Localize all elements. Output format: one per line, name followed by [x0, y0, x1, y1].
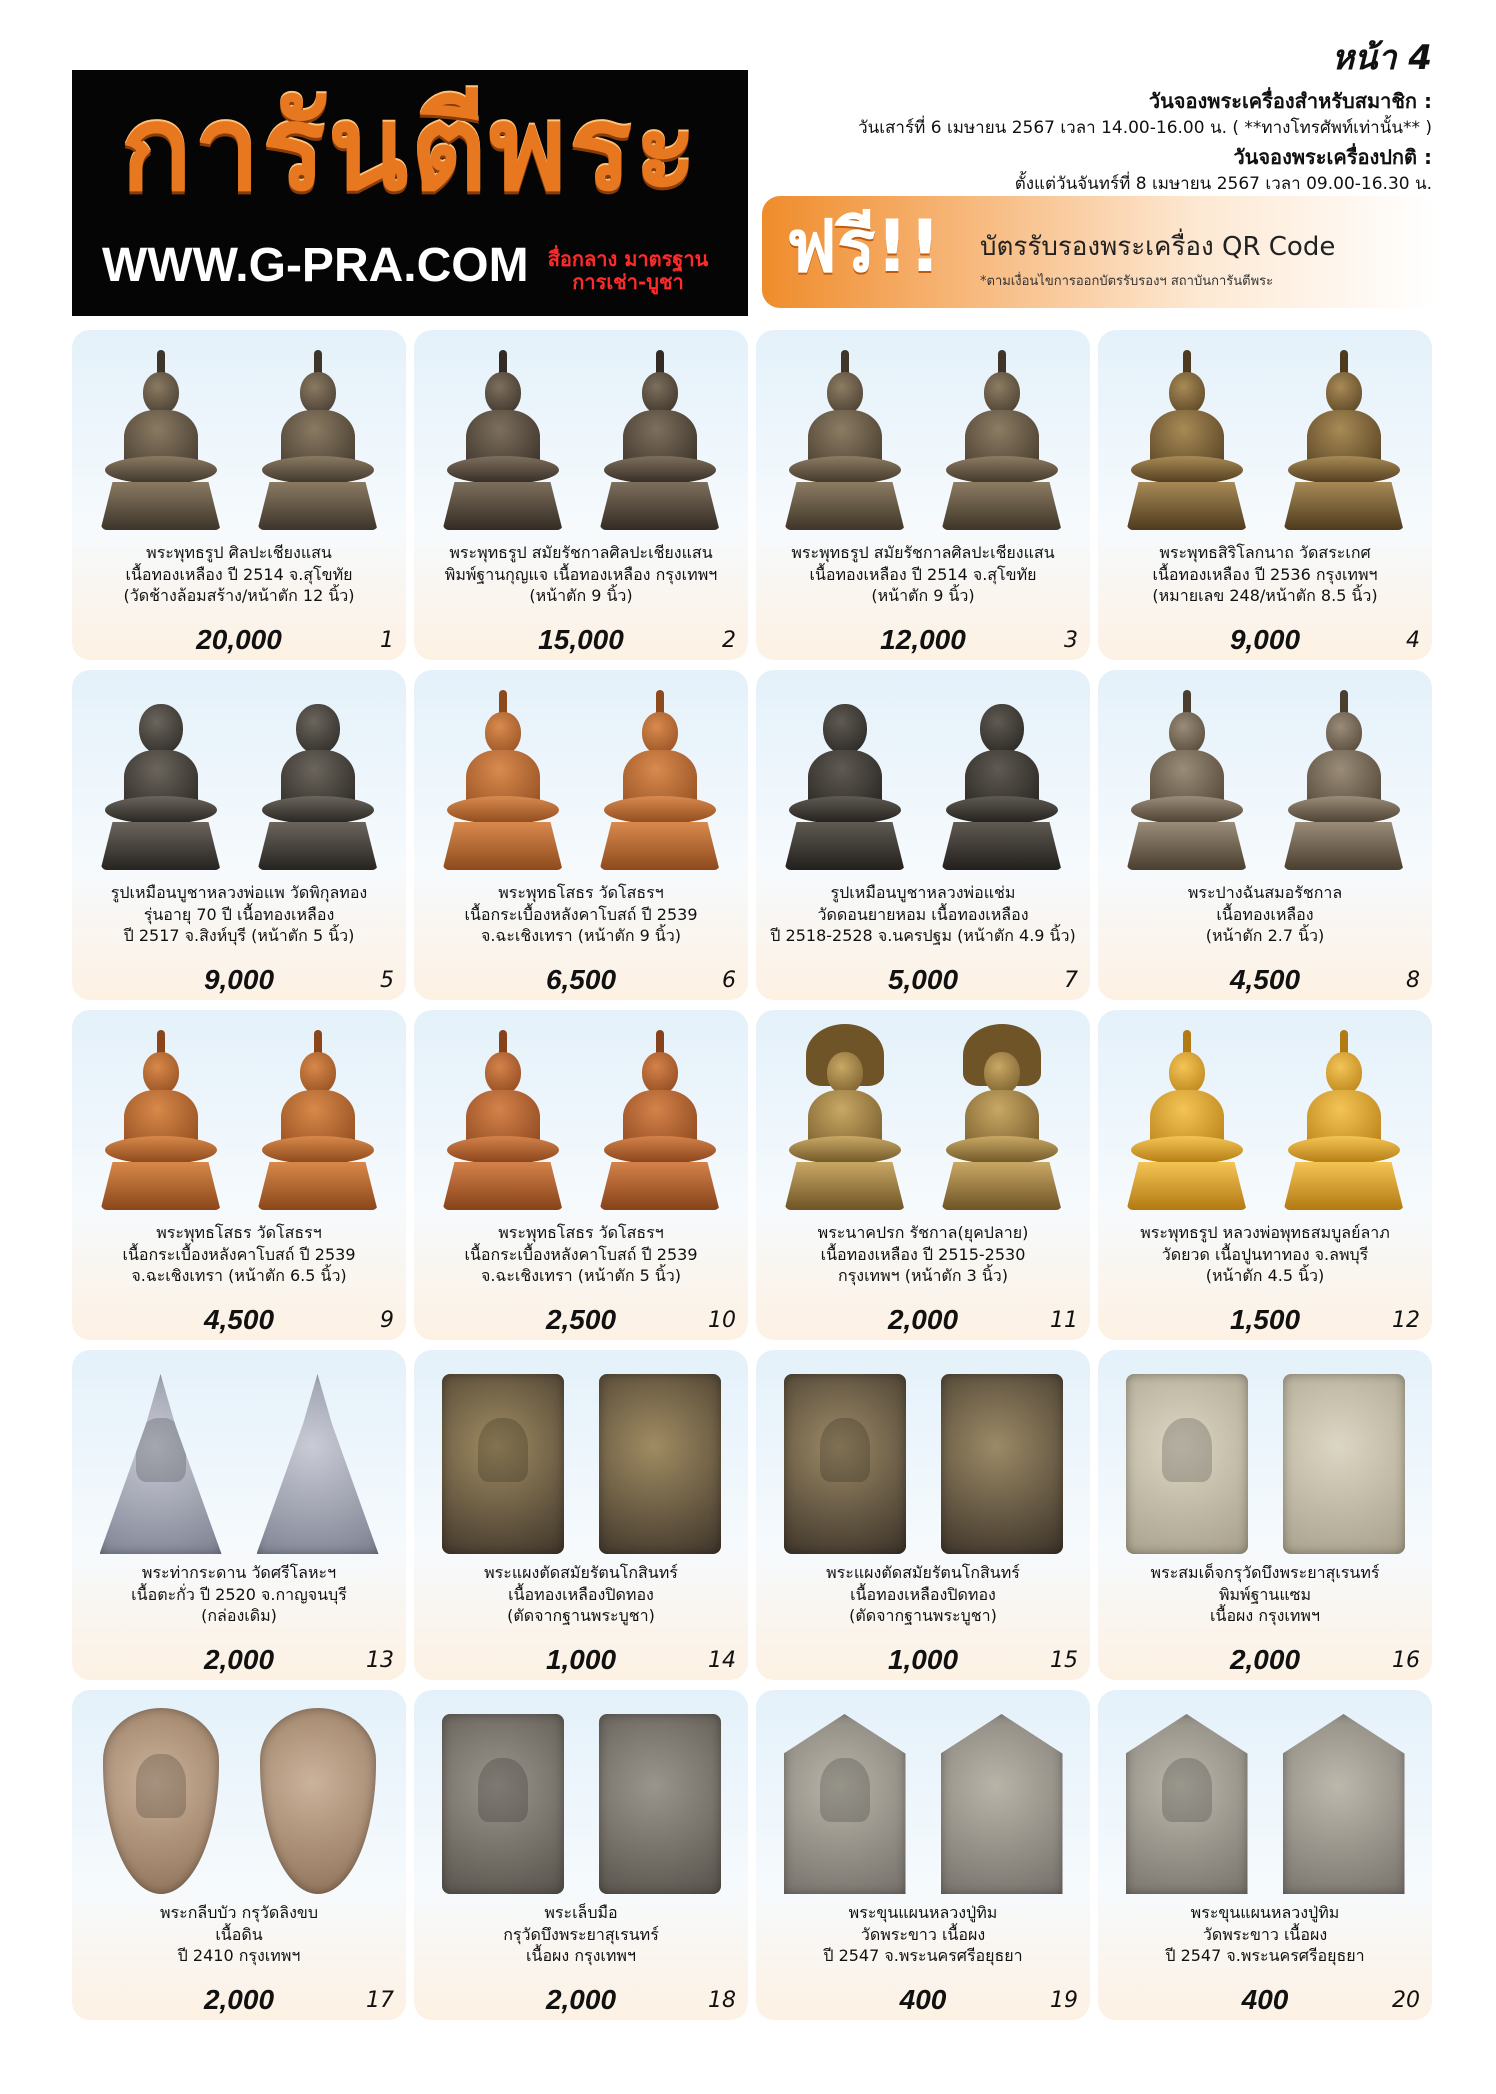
amulet-photo — [424, 340, 738, 534]
item-number: 1 — [380, 628, 394, 653]
item-number: 7 — [1064, 968, 1078, 993]
page-number: หน้า 4 — [1331, 38, 1432, 78]
amulet-card[interactable] — [1098, 1690, 1432, 2020]
description-line: ปี 2518-2528 จ.นครปฐม (หน้าตัก 4.9 นิ้ว) — [770, 926, 1076, 946]
logo-banner[interactable] — [72, 70, 748, 316]
amulet-card[interactable] — [414, 1010, 748, 1340]
amulet-photo — [766, 1020, 1080, 1214]
amulet-front-view — [442, 1374, 564, 1554]
description-line: วัดพระขาว เนื้อผง — [860, 1924, 986, 1944]
amulet-front-view — [781, 1024, 909, 1214]
amulet-front-view — [100, 1374, 222, 1554]
amulet-photo — [82, 1360, 396, 1554]
description-line: พระพุทธรูป ศิลปะเชียงแสน — [146, 543, 332, 562]
amulet-back-view — [596, 1024, 724, 1214]
member-booking-label: วันจองพระเครื่องสำหรับสมาชิก : — [1148, 89, 1432, 113]
amulet-price: 400 — [899, 1984, 947, 2015]
description-line: พิมพ์ฐานแซม — [1218, 1584, 1312, 1604]
description-line: วัดดอนยายหอม เนื้อทองเหลือง — [817, 904, 1029, 924]
amulet-front-view — [439, 1024, 567, 1214]
amulet-price: 4,500 — [1229, 964, 1301, 995]
item-number: 10 — [708, 1308, 736, 1333]
amulet-description — [762, 542, 1084, 607]
item-number: 13 — [366, 1648, 394, 1673]
amulet-card[interactable] — [414, 330, 748, 660]
description-line: (หน้าตัก 9 นิ้ว) — [529, 586, 633, 606]
amulet-description — [420, 542, 742, 607]
amulet-description — [420, 1902, 742, 1967]
amulet-card[interactable] — [756, 330, 1090, 660]
amulet-description — [78, 1562, 400, 1627]
amulet-price: 2,000 — [887, 1304, 959, 1335]
item-number: 2 — [722, 628, 736, 653]
amulet-photo — [766, 340, 1080, 534]
amulet-card[interactable] — [72, 1350, 406, 1680]
amulet-price: 9,000 — [1229, 624, 1301, 655]
description-line: (ตัดจากฐานพระบูชา) — [849, 1606, 997, 1626]
amulet-card[interactable] — [72, 330, 406, 660]
amulet-back-view — [1280, 684, 1408, 874]
amulet-photo — [82, 1020, 396, 1214]
description-line: พระพุทธรูป สมัยรัชกาลศิลปะเชียงแสน — [449, 543, 713, 562]
amulet-front-view — [784, 1714, 906, 1894]
description-line: พระพุทธโสธร วัดโสธรฯ — [156, 1223, 322, 1242]
item-number: 4 — [1406, 628, 1420, 653]
logo-title: การันตีพระ — [120, 79, 700, 217]
item-number: 14 — [708, 1648, 736, 1673]
amulet-price: 15,000 — [538, 624, 624, 655]
amulet-description — [762, 1222, 1084, 1287]
amulet-card[interactable] — [72, 670, 406, 1000]
description-line: พระท่ากระดาน วัดศรีโลหะฯ — [141, 1563, 337, 1582]
description-line: เนื้อผง กรุงเทพฯ — [526, 1946, 636, 1966]
amulet-back-view — [1283, 1714, 1405, 1894]
item-number: 18 — [708, 1988, 736, 2013]
amulet-back-view — [941, 1714, 1063, 1894]
amulet-front-view — [781, 684, 909, 874]
amulet-back-view — [1280, 1024, 1408, 1214]
description-line: ปี 2547 จ.พระนครศรีอยุธยา — [1165, 1946, 1365, 1966]
description-line: เนื้อทองเหลือง ปี 2515-2530 — [820, 1244, 1026, 1264]
amulet-photo — [766, 680, 1080, 874]
amulet-front-view — [97, 684, 225, 874]
promo-free-text: ฟรี!! — [786, 204, 942, 288]
promo-headline: บัตรรับรองพระเครื่อง QR Code — [980, 232, 1336, 262]
description-line: (หน้าตัก 9 นิ้ว) — [871, 586, 975, 606]
amulet-front-view — [784, 1374, 906, 1554]
description-line: พระเล็บมือ — [544, 1903, 618, 1922]
amulet-price: 1,000 — [545, 1644, 617, 1675]
amulet-price: 400 — [1241, 1984, 1289, 2015]
amulet-photo — [1108, 1360, 1422, 1554]
amulet-back-view — [938, 684, 1066, 874]
amulet-card[interactable] — [414, 1350, 748, 1680]
amulet-description — [1104, 1222, 1426, 1287]
description-line: จ.ฉะเชิงเทรา (หน้าตัก 6.5 นิ้ว) — [131, 1266, 347, 1286]
amulet-photo — [82, 340, 396, 534]
promo-note: *ตามเงื่อนไขการออกบัตรรับรองฯ สถาบันการันตีพระ — [980, 274, 1274, 289]
description-line: เนื้อกระเบื้องหลังคาโบสถ์ ปี 2539 — [464, 1244, 698, 1264]
amulet-front-view — [1123, 684, 1251, 874]
amulet-front-view — [1123, 1024, 1251, 1214]
amulet-front-view — [97, 344, 225, 534]
description-line: พระขุนแผนหลวงปู่ทิม — [848, 1903, 998, 1922]
amulet-description — [78, 1902, 400, 1967]
amulet-price: 2,000 — [545, 1984, 617, 2015]
amulet-description — [762, 1562, 1084, 1627]
description-line: กรุวัดบึงพระยาสุเรนทร์ — [503, 1924, 659, 1944]
amulet-card[interactable] — [1098, 1010, 1432, 1340]
description-line: เนื้อทองเหลืองปิดทอง — [850, 1584, 996, 1604]
amulet-front-view — [1126, 1374, 1248, 1554]
amulet-back-view — [254, 1024, 382, 1214]
amulet-price: 20,000 — [196, 624, 282, 655]
description-line: พระพุทธโสธร วัดโสธรฯ — [498, 883, 664, 902]
amulet-card[interactable] — [72, 1010, 406, 1340]
amulet-description — [78, 542, 400, 607]
description-line: จ.ฉะเชิงเทรา (หน้าตัก 9 นิ้ว) — [480, 926, 682, 946]
amulet-back-view — [257, 1374, 379, 1554]
amulet-description — [1104, 1902, 1426, 1967]
amulet-back-view — [596, 344, 724, 534]
amulet-price: 12,000 — [880, 624, 966, 655]
description-line: พระพุทธรูป สมัยรัชกาลศิลปะเชียงแสน — [791, 543, 1055, 562]
item-number: 12 — [1392, 1308, 1420, 1333]
amulet-price: 2,000 — [203, 1984, 275, 2015]
amulet-description — [420, 1222, 742, 1287]
amulet-photo — [1108, 340, 1422, 534]
amulet-back-view — [938, 1024, 1066, 1214]
amulet-photo — [766, 1360, 1080, 1554]
item-number: 6 — [722, 968, 736, 993]
amulet-photo — [424, 680, 738, 874]
item-number: 20 — [1392, 1988, 1420, 2013]
amulet-card[interactable] — [756, 1690, 1090, 2020]
description-line: รุ่นอายุ 70 ปี เนื้อทองเหลือง — [143, 904, 335, 924]
booking-info — [772, 86, 1432, 197]
item-number: 8 — [1406, 968, 1420, 993]
description-line: พระพุทธสิริโลกนาถ วัดสระเกศ — [1159, 543, 1371, 562]
description-line: (หน้าตัก 4.5 นิ้ว) — [1205, 1266, 1325, 1286]
amulet-card[interactable] — [414, 1690, 748, 2020]
qr-promo-banner — [762, 196, 1438, 308]
member-booking-date: วันเสาร์ที่ 6 เมษายน 2567 เวลา 14.00-16.00 น. ( **ทางโทรศัพท์เท่านั้น** ) — [858, 118, 1432, 138]
description-line: (วัดช้างล้อมสร้าง/หน้าตัก 12 นิ้ว) — [123, 586, 355, 606]
amulet-front-view — [439, 684, 567, 874]
amulet-front-view — [1126, 1714, 1248, 1894]
amulet-price: 2,000 — [1229, 1644, 1301, 1675]
amulet-card[interactable] — [1098, 670, 1432, 1000]
description-line: พระปางฉันสมอรัชกาล — [1187, 883, 1343, 902]
description-line: พิมพ์ฐานกุญแจ เนื้อทองเหลือง กรุงเทพฯ — [444, 564, 718, 584]
amulet-back-view — [599, 1374, 721, 1554]
amulet-back-view — [941, 1374, 1063, 1554]
amulet-price: 4,500 — [203, 1304, 275, 1335]
description-line: วัดพระขาว เนื้อผง — [1202, 1924, 1328, 1944]
amulet-price: 2,000 — [203, 1644, 275, 1675]
description-line: (หมายเลข 248/หน้าตัก 8.5 นิ้ว) — [1152, 586, 1378, 606]
amulet-photo — [424, 1700, 738, 1894]
amulet-front-view — [442, 1714, 564, 1894]
description-line: เนื้อกระเบื้องหลังคาโบสถ์ ปี 2539 — [464, 904, 698, 924]
item-number: 11 — [1050, 1308, 1078, 1333]
amulet-card[interactable] — [414, 670, 748, 1000]
amulet-back-view — [1280, 344, 1408, 534]
logo-url[interactable]: WWW.G-PRA.COM — [102, 239, 529, 292]
amulet-photo — [424, 1360, 738, 1554]
general-booking-label: วันจองพระเครื่องปกติ : — [1233, 144, 1432, 169]
description-line: พระสมเด็จกรุวัดบึงพระยาสุเรนทร์ — [1150, 1563, 1380, 1582]
amulet-description — [420, 882, 742, 947]
item-number: 15 — [1050, 1648, 1078, 1673]
description-line: เนื้อทองเหลือง ปี 2514 จ.สุโขทัย — [809, 564, 1037, 584]
amulet-front-view — [103, 1708, 219, 1894]
amulet-back-view — [260, 1708, 376, 1894]
amulet-front-view — [781, 344, 909, 534]
description-line: เนื้อทองเหลืองปิดทอง — [508, 1584, 654, 1604]
description-line: เนื้อทองเหลือง ปี 2514 จ.สุโขทัย — [125, 564, 353, 584]
amulet-description — [420, 1562, 742, 1627]
amulet-description — [1104, 882, 1426, 947]
description-line: ปี 2517 จ.สิงห์บุรี (หน้าตัก 5 นิ้ว) — [123, 926, 355, 946]
amulet-description — [1104, 1562, 1426, 1627]
amulet-back-view — [1283, 1374, 1405, 1554]
amulet-photo — [424, 1020, 738, 1214]
description-line: พระแผงตัดสมัยรัตนโกสินทร์ — [484, 1563, 678, 1582]
amulet-card[interactable] — [1098, 1350, 1432, 1680]
amulet-price: 5,000 — [887, 964, 959, 995]
item-number: 3 — [1064, 628, 1078, 653]
amulet-back-view — [596, 684, 724, 874]
amulet-card[interactable] — [1098, 330, 1432, 660]
amulet-back-view — [254, 684, 382, 874]
amulet-front-view — [439, 344, 567, 534]
item-number: 16 — [1392, 1648, 1420, 1673]
amulet-back-view — [599, 1714, 721, 1894]
item-number: 5 — [380, 968, 394, 993]
amulet-back-view — [254, 344, 382, 534]
description-line: ปี 2410 กรุงเทพฯ — [177, 1946, 301, 1966]
amulet-description — [1104, 542, 1426, 607]
amulet-photo — [766, 1700, 1080, 1894]
description-line: พระพุทธรูป หลวงพ่อพุทธสมบูลย์ลาภ — [1140, 1223, 1390, 1242]
description-line: เนื้อดิน — [215, 1924, 263, 1944]
amulet-card[interactable] — [756, 670, 1090, 1000]
description-line: พระกลีบบัว กรุวัดลิงขบ — [160, 1903, 318, 1922]
description-line: กรุงเทพฯ (หน้าตัก 3 นิ้ว) — [837, 1266, 1009, 1286]
amulet-photo — [1108, 680, 1422, 874]
description-line: พระพุทธโสธร วัดโสธรฯ — [498, 1223, 664, 1242]
description-line: (กล่องเดิม) — [201, 1606, 277, 1626]
description-line: เนื้อตะกั่ว ปี 2520 จ.กาญจนบุรี — [131, 1584, 347, 1604]
item-number: 17 — [366, 1988, 394, 2013]
amulet-price: 2,500 — [545, 1304, 617, 1335]
amulet-price: 6,500 — [545, 964, 617, 995]
amulet-card[interactable] — [72, 1690, 406, 2020]
logo-tagline: สื่อกลาง มาตรฐาน การเช่า-บูชา — [547, 247, 709, 294]
amulet-description — [78, 1222, 400, 1287]
amulet-photo — [82, 680, 396, 874]
description-line: รูปเหมือนบูชาหลวงพ่อแพ วัดพิกุลทอง — [110, 883, 368, 902]
amulet-price: 9,000 — [203, 964, 275, 995]
description-line: พระขุนแผนหลวงปู่ทิม — [1190, 1903, 1340, 1922]
item-number: 19 — [1050, 1988, 1078, 2013]
amulet-description — [762, 1902, 1084, 1967]
amulet-photo — [82, 1700, 396, 1894]
description-line: เนื้อผง กรุงเทพฯ — [1210, 1606, 1320, 1626]
description-line: (หน้าตัก 2.7 นิ้ว) — [1205, 926, 1325, 946]
description-line: เนื้อทองเหลือง ปี 2536 กรุงเทพฯ — [1152, 564, 1378, 584]
amulet-front-view — [97, 1024, 225, 1214]
amulet-card[interactable] — [756, 1010, 1090, 1340]
amulet-front-view — [1123, 344, 1251, 534]
description-line: รูปเหมือนบูชาหลวงพ่อแช่ม — [830, 883, 1016, 902]
amulet-back-view — [938, 344, 1066, 534]
amulet-card[interactable] — [756, 1350, 1090, 1680]
description-line: พระแผงตัดสมัยรัตนโกสินทร์ — [826, 1563, 1020, 1582]
amulet-photo — [1108, 1020, 1422, 1214]
description-line: จ.ฉะเชิงเทรา (หน้าตัก 5 นิ้ว) — [480, 1266, 682, 1286]
amulet-price: 1,500 — [1229, 1304, 1301, 1335]
item-number: 9 — [380, 1308, 394, 1333]
description-line: ปี 2547 จ.พระนครศรีอยุธยา — [823, 1946, 1023, 1966]
description-line: เนื้อกระเบื้องหลังคาโบสถ์ ปี 2539 — [122, 1244, 356, 1264]
general-booking-date: ตั้งแต่วันจันทร์ที่ 8 เมษายน 2567 เวลา 09.00-16.30 น. — [1014, 173, 1432, 194]
amulet-grid — [72, 330, 1434, 2020]
description-line: พระนาคปรก รัชกาล(ยุคปลาย) — [817, 1223, 1029, 1242]
amulet-price: 1,000 — [887, 1644, 959, 1675]
description-line: เนื้อทองเหลือง — [1216, 904, 1314, 924]
description-line: วัดยวด เนื้อปูนทาทอง จ.ลพบุรี — [1161, 1244, 1369, 1264]
amulet-description — [762, 882, 1084, 947]
amulet-description — [78, 882, 400, 947]
description-line: (ตัดจากฐานพระบูชา) — [507, 1606, 655, 1626]
amulet-photo — [1108, 1700, 1422, 1894]
